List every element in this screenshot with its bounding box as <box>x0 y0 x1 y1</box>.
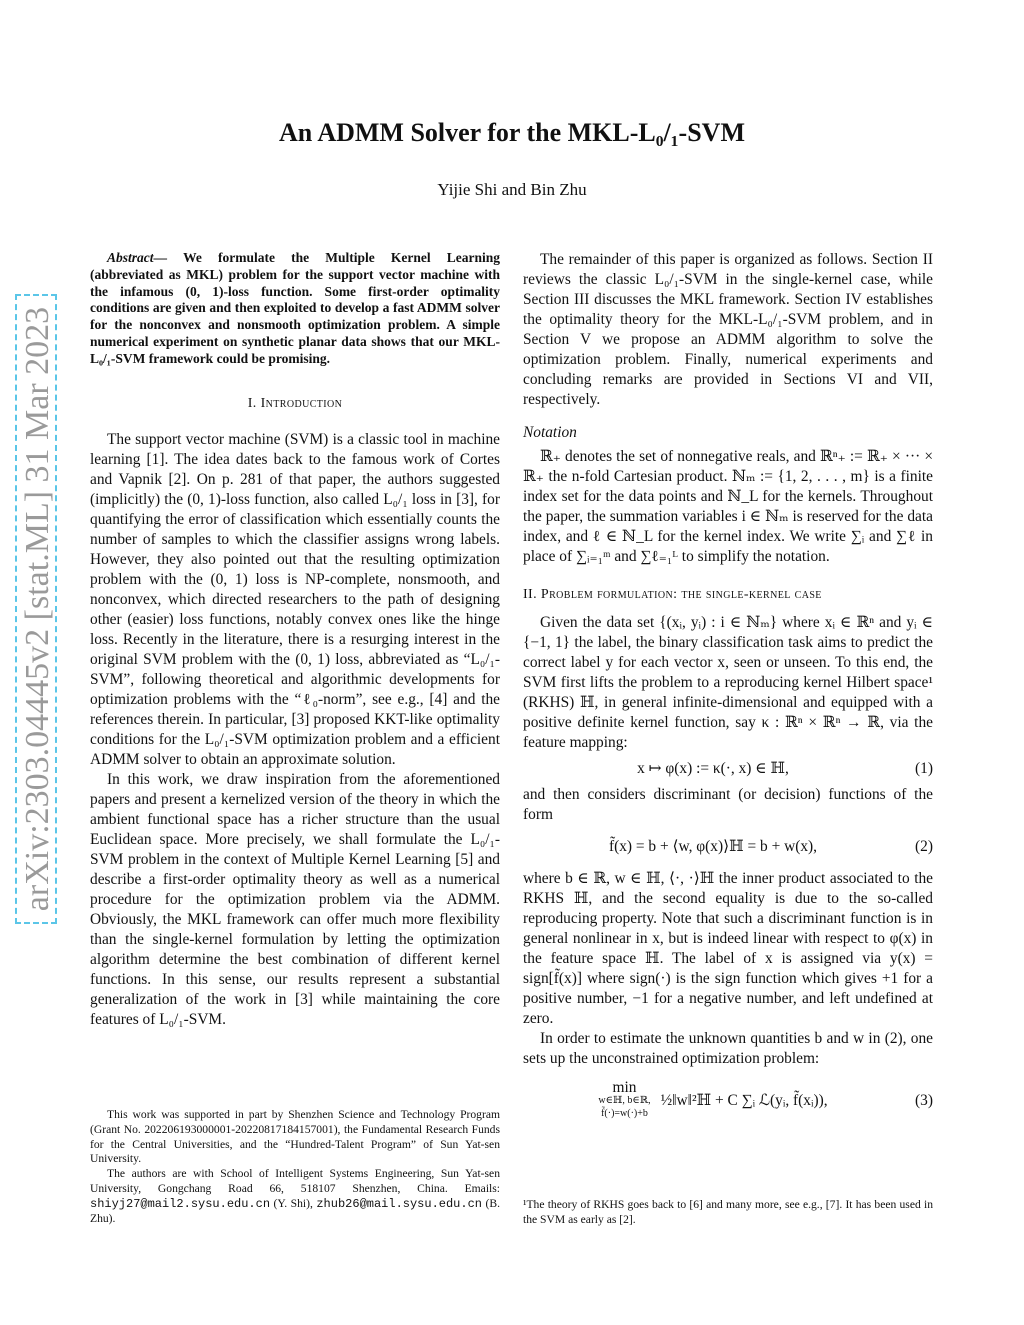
right-column <box>523 250 933 1132</box>
affiliation-text: The authors are with School of Intelligent Systems Engineering, Sun Yat-sen University, Gongchang Road 66, 518107 Shenzhen, China. Emails: <box>90 1167 500 1195</box>
problem-paragraph-3: where b ∈ ℝ, w ∈ ℍ, ⟨·, ·⟩ℍ the inner product associated to the RKHS ℍ, and the second equality is due to the so-called reproducing property. Note that such a discriminant function is in general nonlinear in x, but is indeed linear with respect to φ(x) in the feature space ℍ. The label of x is assigned via y(x) = sign[f̃(x)] where sign(·) is the sign function which gives +1 for a positive number, −1 for a negative number, and left undefined at zero. <box>523 870 933 1027</box>
affiliation-note <box>90 1167 500 1226</box>
footnote-rkhs: ¹The theory of RKHS goes back to [6] and many more, see e.g., [7]. It has been used in the SVM as early as [2]. <box>523 1198 933 1226</box>
equation-1-body: x ↦ φ(x) := κ(·, x) ∈ ℍ, <box>637 760 789 777</box>
left-column <box>90 250 500 1030</box>
equation-2-number: (2) <box>915 838 933 855</box>
section-heading-introduction: I. Introduction <box>247 395 343 411</box>
paper-authors: Yijie Shi and Bin Zhu <box>437 180 587 199</box>
email-shi-link[interactable]: shiyj27@mail2.sysu.edu.cn <box>90 1196 271 1211</box>
notation-paragraph: ℝ₊ denotes the set of nonnegative reals, and ℝⁿ₊ := ℝ₊ × ··· × ℝ₊ the n-fold Cartesian product. ℕₘ := {1, 2, . . . , m} is a finite index set for the data points and ℕ_L for the kernels. Throughout the paper, the summation variables i ∈ ℕₘ is reserved for the data index, and ℓ ∈ ℕ_L for the kernel index. We write ∑ᵢ and ∑ℓ in place of ∑ᵢ₌₁ᵐ and ∑ℓ₌₁ᴸ to simplify the notation. <box>523 448 933 565</box>
email-zhu-link[interactable]: zhub26@mail.sysu.edu.cn <box>316 1196 482 1211</box>
paper-title: An ADMM Solver for the MKL-L₀/₁-SVM <box>279 118 745 147</box>
arxiv-sidebar <box>13 294 63 924</box>
problem-paragraph-1: Given the data set {(xᵢ, yᵢ) : i ∈ ℕₘ} where xᵢ ∈ ℝⁿ and yᵢ ∈ {−1, 1} the label, the binary classification task aims to predict the correct label y for each vector x, seen or unseen. To this end, the SVM first lifts the problem to a reproducing kernel Hilbert space¹ (RKHS) ℍ, in general infinite-dimensional and equipped with a positive definite kernel function, say κ : ℝⁿ × ℝⁿ → ℝ, via the feature mapping: <box>523 614 933 751</box>
intro-paragraph-1: The support vector machine (SVM) is a classic tool in machine learning [1]. The idea dates back to the famous work of Cortes and Vapnik [2]. On p. 281 of that paper, the authors suggested (implicitly) the (0, 1)-loss function, also called L₀/₁ loss in [3], for quantifying the error of classification which essentially counts the number of samples to which the classifier assigns wrong labels. However, they also pointed out that the resulting optimization problem with the (0, 1) loss is NP-complete, nonsmooth, and nonconvex, which directed researchers to the path of designing other (easier) loss functions, notably convex ones like the hinge loss. Recently in the literature, there is a resurging interest in the original SVM problem with the (0, 1) loss, abbreviated as “L₀/₁-SVM”, following theoretical and algorithmic developments for optimization problems with the “ℓ₀-norm”, see e.g., [4] and the references therein. In particular, [3] proposed KKT-like optimality conditions for the L₀/₁-SVM optimization problem and a efficient ADMM solver to obtain an approximate solution. <box>90 430 500 768</box>
abstract-label: Abstract <box>107 250 154 265</box>
equation-3 <box>523 1081 933 1120</box>
equation-3-body <box>523 1081 903 1120</box>
min-subscript-1: w∈ℍ, b∈ℝ, <box>598 1095 651 1106</box>
left-footnotes <box>90 1108 500 1226</box>
right-footnote <box>523 1198 933 1228</box>
min-subscript-2: f̃(·)=w(·)+b <box>601 1108 648 1119</box>
min-operator: min <box>612 1079 637 1096</box>
abstract-text: We formulate the Multiple Kernel Learning (abbreviated as MKL) problem for the support vector machine with the infamous (0, 1)-loss function. Some first-order optimality conditions are given and then exploited to develop a fast ADMM solver for the nonconvex and nonsmooth optimization problem. A simple numerical experiment on synthetic planar data shows that our MKL-L₀/₁-SVM framework could be promising. <box>90 250 501 366</box>
abstract: Abstract— We formulate the Multiple Kernel Learning (abbreviated as MKL) problem for the support vector machine with the infamous (0, 1)-loss function. Some first-order optimality conditions are given and then exploited to develop a fast ADMM solver for the nonconvex and nonsmooth optimization problem. A simple numerical experiment on synthetic planar data shows that our MKL-L₀/₁-SVM framework could be promising. <box>90 250 501 366</box>
funding-note: This work was supported in part by Shenzhen Science and Technology Program (Grant No. 202206193000001-20220817184157001), the Fundamental Research Funds for the Central Universities, and the “Hundred-Talent Program” of Sun Yat-sen University. <box>90 1108 500 1166</box>
equation-3-number: (3) <box>915 1091 933 1109</box>
section-heading-problem-formulation: II. Problem formulation: the single-kernel case <box>523 587 822 602</box>
equation-3-objective: ½‖w‖²ℍ + C ∑ᵢ ℒ(yᵢ, f̃(xᵢ)), <box>660 1091 828 1109</box>
notation-heading: Notation <box>523 424 577 441</box>
email-shi-owner: (Y. Shi), <box>273 1196 313 1210</box>
problem-paragraph-4: In order to estimate the unknown quantities b and w in (2), one sets up the unconstrained optimization problem: <box>523 1030 933 1067</box>
equation-1 <box>523 759 933 779</box>
equation-2-body: f̃(x) = b + ⟨w, φ(x)⟩ℍ = b + w(x), <box>608 838 818 855</box>
equation-3-min <box>598 1081 650 1120</box>
email-zhu-owner: (B. Zhu). <box>90 1196 500 1225</box>
intro-paragraph-2: In this work, we draw inspiration from the aforementioned papers and present a kernelized version of the theory in which the ambient functional space has a richer structure than the usual Euclidean space. More precisely, we shall formulate the L₀/₁-SVM problem in the context of Multiple Kernel Learning [5] and describe a first-order optimality theory as well as a numerical procedure for the optimization problem via the ADMM. Obviously, the MKL framework can offer much more flexibility than the single-kernel formulation by letting the optimization algorithm determine the best combination of different kernel functions. In this sense, our results represent a substantial generalization of the work in [3] while maintaining the core features of L₀/₁-SVM. <box>90 770 500 1028</box>
paper-organization-paragraph: The remainder of this paper is organized as follows. Section II reviews the classic L₀/₁-SVM in the single-kernel case, while Section III discusses the MKL framework. Section IV establishes the optimality theory for the MKL-L₀/₁-SVM problem, and in Section V we propose an ADMM algorithm to solve the optimization problem. Finally, numerical experiments and concluding remarks are provided in Sections VI and VII, respectively. <box>523 251 933 408</box>
equation-1-number: (1) <box>915 760 933 777</box>
problem-paragraph-2: and then considers discriminant (or decision) functions of the form <box>523 786 933 823</box>
arxiv-id-text: arXiv:2303.04445v2 [stat.ML] 31 Mar 2023 <box>19 306 56 912</box>
equation-2 <box>523 837 933 857</box>
